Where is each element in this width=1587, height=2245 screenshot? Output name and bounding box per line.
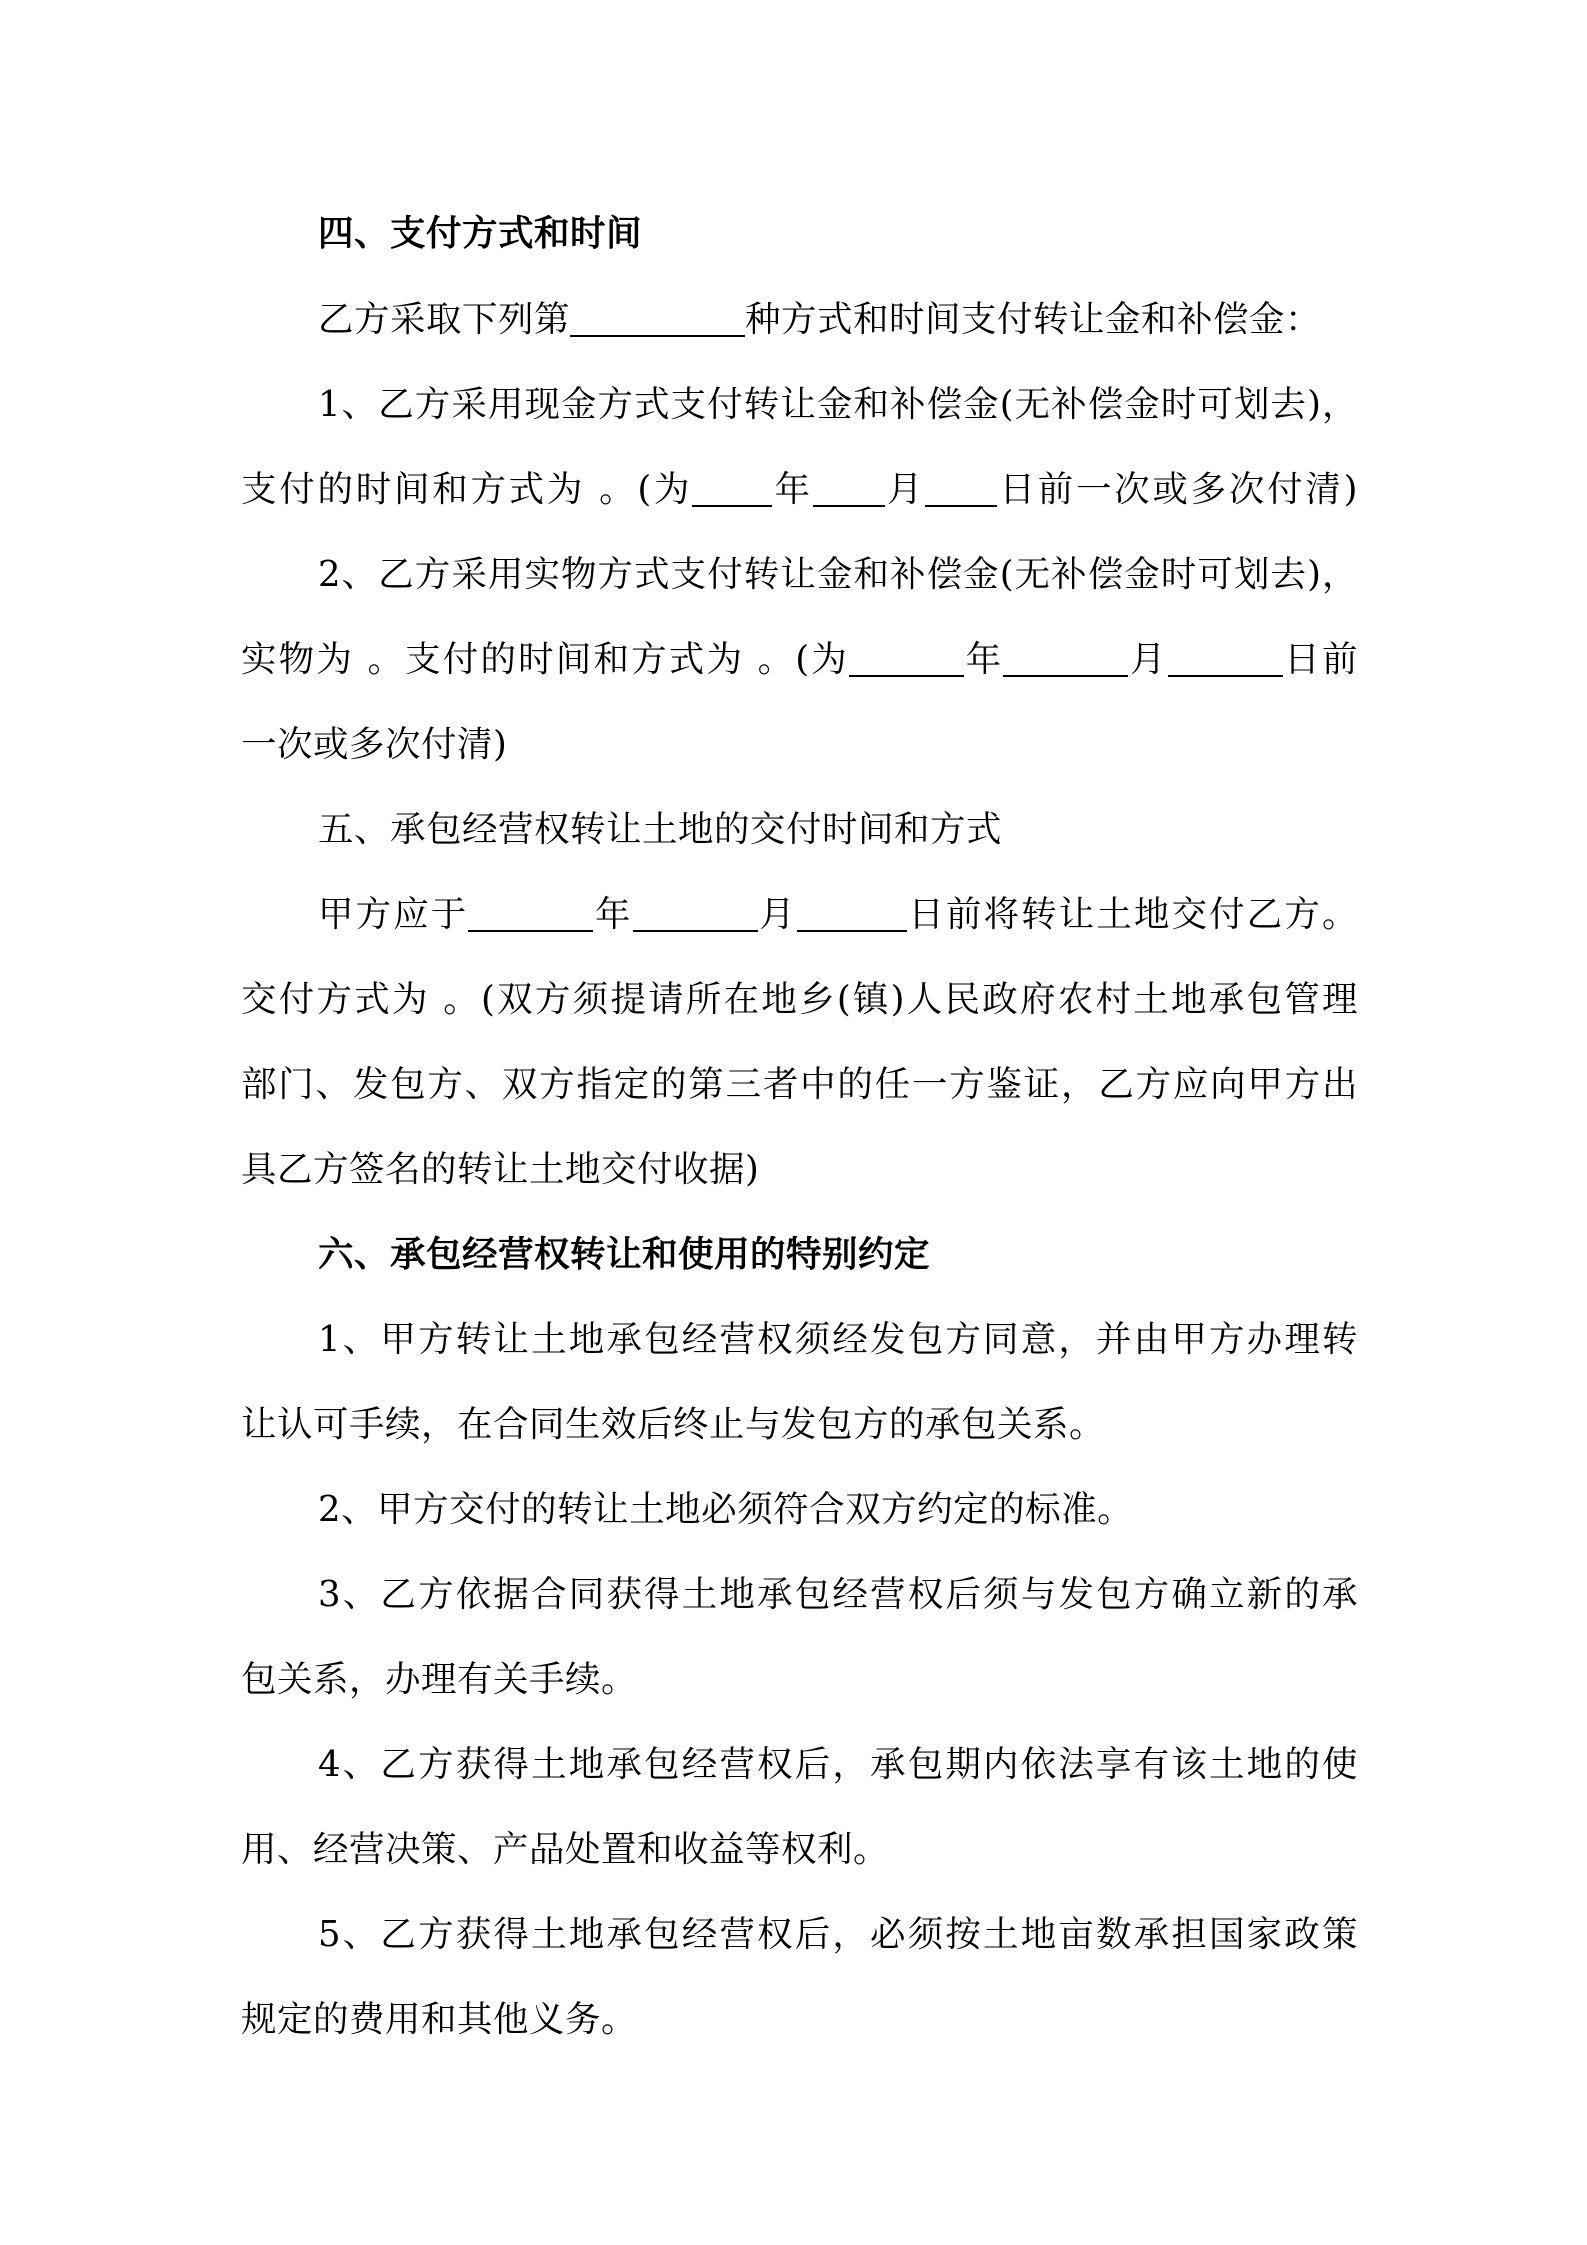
- kind-payment-year-label: 年: [963, 639, 1004, 680]
- kind-payment-line1: 2、乙方采用实物方式支付转让金和补偿金(无补偿金时可划去)，: [318, 554, 1358, 595]
- delivery-text-d: 日前将转让土地交付乙方。: [906, 894, 1358, 935]
- special-item4-line2: 用、经营决策、产品处置和收益等权利。: [241, 1829, 890, 1870]
- special-item1-line1: 1、甲方转让土地承包经营权须经发包方同意，并由甲方办理转: [318, 1319, 1358, 1360]
- special-item5-line1: 5、乙方获得土地承包经营权后，必须按土地亩数承担国家政策: [318, 1914, 1358, 1955]
- section-heading-delivery: 五、承包经营权转让土地的交付时间和方式: [318, 809, 1003, 850]
- special-item1-line2: 让认可手续，在合同生效后终止与发包方的承包关系。: [241, 1404, 1106, 1445]
- special-item2-line1: 2、甲方交付的转让土地必须符合双方约定的标准。: [318, 1489, 1134, 1530]
- cash-payment-text-a: 支付的时间和方式为 。(为: [241, 469, 693, 510]
- blank-cash-day[interactable]: [925, 469, 997, 507]
- blank-cash-month[interactable]: [813, 469, 885, 507]
- blank-cash-year[interactable]: [692, 469, 772, 507]
- delivery-para-line1: [318, 890, 1358, 940]
- kind-payment-month-label: 月: [1128, 639, 1168, 680]
- special-item3-line1: 3、乙方依据合同获得土地承包经营权后须与发包方确立新的承: [318, 1574, 1358, 1615]
- payment-intro-text-a: 乙方采取下列第: [318, 299, 571, 340]
- payment-intro: [318, 295, 1438, 345]
- section-heading-special-terms: 六、承包经营权转让和使用的特别约定: [318, 1234, 931, 1275]
- section-heading-payment: 四、支付方式和时间: [318, 213, 643, 254]
- cash-payment-line2: [241, 465, 1358, 515]
- special-item5-line2: 规定的费用和其他义务。: [241, 1999, 638, 2040]
- blank-delivery-day[interactable]: [797, 894, 907, 932]
- cash-payment-month-label: 月: [884, 469, 926, 510]
- cash-payment-line1: 1、乙方采用现金方式支付转让金和补偿金(无补偿金时可划去)，: [318, 384, 1358, 425]
- blank-kind-year[interactable]: [849, 639, 964, 677]
- blank-delivery-year[interactable]: [468, 894, 593, 932]
- payment-intro-text-b: 种方式和时间支付转让金和补偿金：: [745, 299, 1322, 340]
- blank-kind-day[interactable]: [1168, 639, 1283, 677]
- cash-payment-year-label: 年: [772, 469, 813, 510]
- delivery-year-label: 年: [593, 894, 633, 935]
- delivery-month-label: 月: [757, 894, 797, 935]
- delivery-para-line4: 具乙方签名的转让土地交付收据): [241, 1149, 760, 1190]
- cash-payment-text-d: 日前一次或多次付清): [997, 469, 1358, 510]
- kind-payment-text-d: 日前: [1282, 639, 1358, 680]
- delivery-para-line2: 交付方式为 。(双方须提请所在地乡(镇)人民政府农村土地承包管理: [241, 979, 1358, 1020]
- special-item4-line1: 4、乙方获得土地承包经营权后，承包期内依法享有该土地的使: [318, 1744, 1358, 1785]
- kind-payment-line2: [241, 635, 1358, 685]
- blank-kind-month[interactable]: [1003, 639, 1128, 677]
- delivery-text-a: 甲方应于: [318, 894, 469, 935]
- blank-method-number[interactable]: [570, 299, 745, 337]
- delivery-para-line3: 部门、发包方、双方指定的第三者中的任一方鉴证，乙方应向甲方出: [241, 1064, 1358, 1105]
- kind-payment-text-a: 实物为 。支付的时间和方式为 。(为: [241, 639, 849, 680]
- kind-payment-line3: 一次或多次付清): [241, 724, 508, 765]
- special-item3-line2: 包关系，办理有关手续。: [241, 1659, 638, 1700]
- blank-delivery-month[interactable]: [633, 894, 758, 932]
